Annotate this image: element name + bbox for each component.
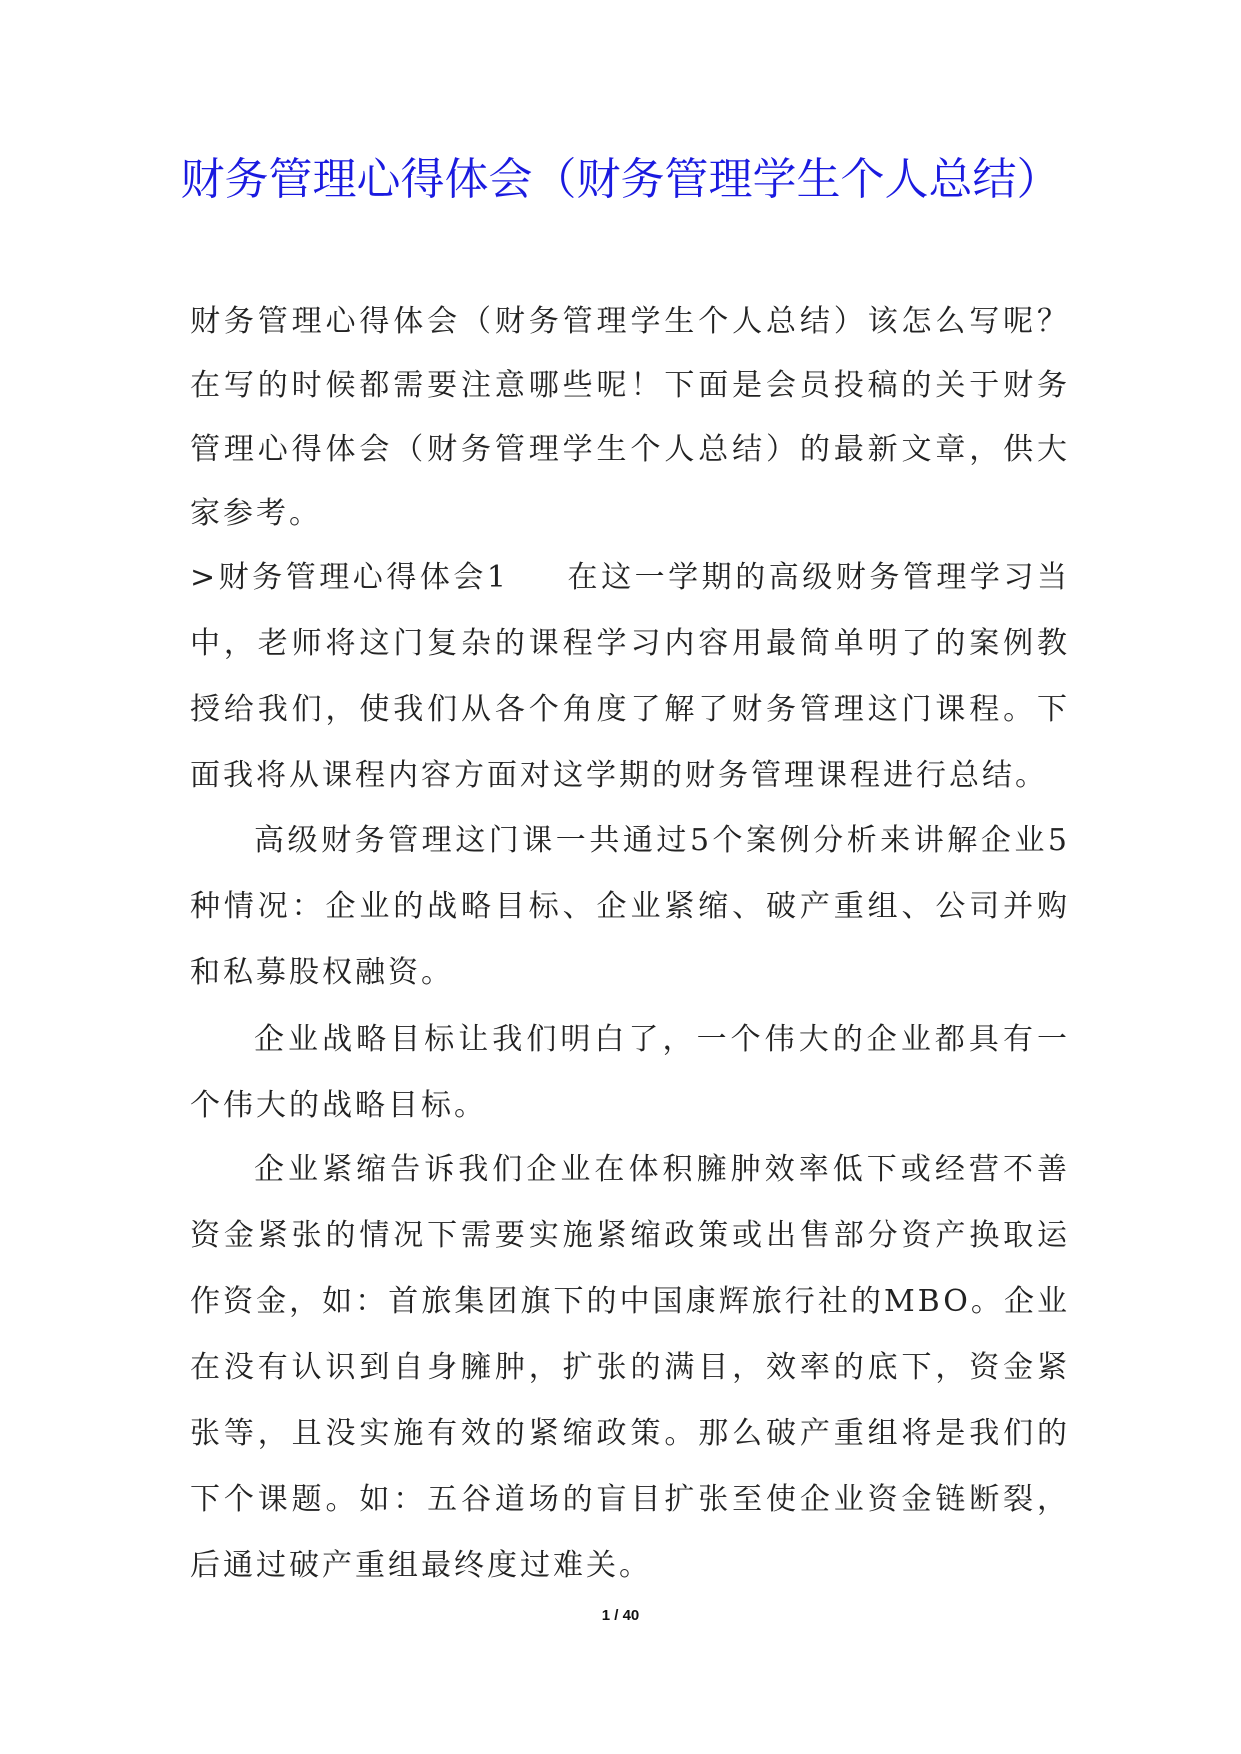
- document-title: 财务管理心得体会（财务管理学生个人总结）: [180, 154, 1061, 205]
- page-number: 1 / 40: [601, 1607, 640, 1624]
- paragraph-2: 高级财务管理这门课一共通过5个案例分析来讲解企业5种情况：企业的战略目标、企业紧缩、破产重组、公司并购和私募股权融资。: [190, 823, 1070, 990]
- paragraph-3: 企业战略目标让我们明白了，一个伟大的企业都具有一个伟大的战略目标。: [190, 1022, 1070, 1123]
- paragraph-1-text: 在这一学期的高级财务管理学习当中，老师将这门复杂的课程学习内容用最简单明了的案例教授给我们，使我们从各个角度了解了财务管理这门课程。下面我将从课程内容方面对这学期的财务管理课程进行总结。: [190, 560, 1070, 793]
- intro-paragraph: 财务管理心得体会（财务管理学生个人总结）该怎么写呢？在写的时候都需要注意哪些呢！下面是会员投稿的关于财务管理心得体会（财务管理学生个人总结）的最新文章，供大家参考。: [190, 304, 1070, 531]
- section-paragraph-1: [190, 545, 1070, 809]
- paragraph-4: 企业紧缩告诉我们企业在体积臃肿效率低下或经营不善资金紧张的情况下需要实施紧缩政策或出售部分资产换取运作资金，如：首旅集团旗下的中国康辉旅行社的MBO。企业在没有认识到自身臃肿，扩张的满目，效率的底下，资金紧张等，且没实施有效的紧缩政策。那么破产重组将是我们的下个课题。如：五谷道场的盲目扩张至使企业资金链断裂，后通过破产重组最终度过难关。: [190, 1152, 1070, 1583]
- section-heading: >财务管理心得体会1: [190, 560, 510, 595]
